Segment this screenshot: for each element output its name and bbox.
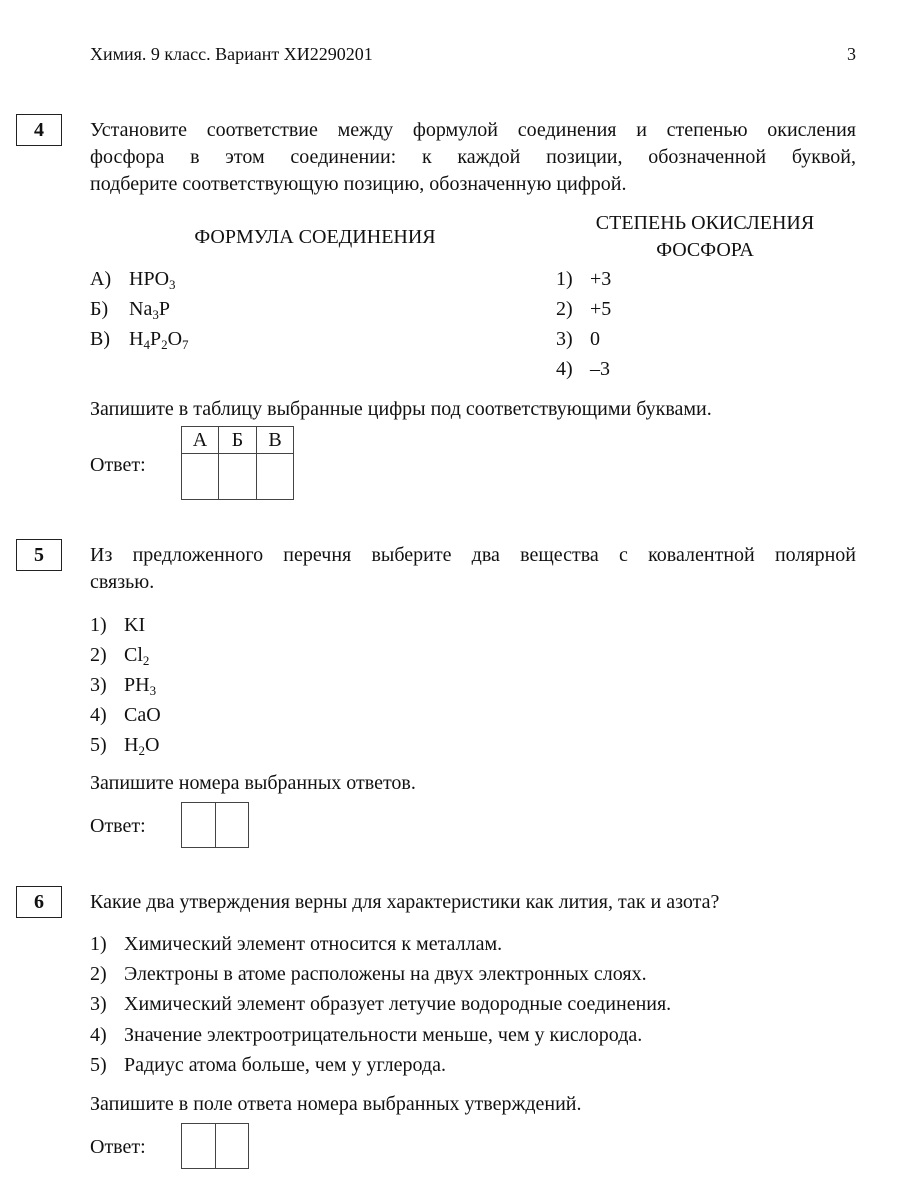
option-text: Радиус атома больше, чем у углерода. bbox=[124, 1054, 447, 1076]
formula-option-b bbox=[90, 297, 170, 321]
oxidation-option-value: +5 bbox=[590, 298, 612, 320]
question-5-option-2 bbox=[90, 643, 149, 667]
formula-option-letter: В) bbox=[90, 328, 110, 350]
question-6-option-3 bbox=[90, 992, 671, 1016]
question-6-answer-boxes bbox=[181, 1123, 249, 1169]
option-text: Электроны в атоме расположены на двух электронных слоях. bbox=[124, 963, 647, 985]
answer-cell-1[interactable] bbox=[182, 1124, 216, 1169]
question-6-number-box bbox=[16, 886, 62, 918]
answer-cell-v[interactable] bbox=[257, 454, 294, 500]
oxidation-option-number: 4) bbox=[556, 358, 573, 380]
option-formula: $PH_3$ bbox=[124, 674, 157, 698]
answer-column-header-b: Б bbox=[219, 427, 257, 454]
question-4-instruction: Запишите в таблицу выбранные цифры под соответствующими буквами. bbox=[90, 398, 712, 420]
option-number: 2) bbox=[90, 963, 107, 985]
question-6-number: 6 bbox=[34, 890, 44, 913]
formula-option-a bbox=[90, 267, 176, 291]
option-number: 2) bbox=[90, 644, 107, 666]
oxidation-option-number: 1) bbox=[556, 268, 573, 290]
question-6-option-1 bbox=[90, 932, 502, 956]
question-6-option-2 bbox=[90, 962, 647, 986]
oxidation-option-4 bbox=[556, 357, 610, 381]
oxidation-column-header-line-1: СТЕПЕНЬ ОКИСЛЕНИЯ bbox=[595, 212, 815, 234]
question-4-answer-label: Ответ: bbox=[90, 454, 146, 476]
oxidation-option-3 bbox=[556, 327, 600, 351]
question-6-instruction: Запишите в поле ответа номера выбранных утверждений. bbox=[90, 1093, 582, 1115]
option-number: 3) bbox=[90, 993, 107, 1015]
question-4-number-box bbox=[16, 114, 62, 146]
option-number: 5) bbox=[90, 734, 107, 756]
question-5-number: 5 bbox=[34, 543, 44, 566]
oxidation-column-header bbox=[560, 210, 850, 264]
question-4-text-line-2: фосфора в этом соединении: к каждой позиции, обозначенной буквой, bbox=[90, 146, 856, 168]
formula-option-v bbox=[90, 327, 189, 351]
answer-cell-a[interactable] bbox=[182, 454, 219, 500]
option-text: Химический элемент относится к металлам. bbox=[124, 933, 503, 955]
option-formula: CaO bbox=[124, 704, 161, 726]
formula-option-letter: Б) bbox=[90, 298, 109, 320]
option-formula: $Cl_2$ bbox=[124, 644, 150, 668]
question-5-answer-boxes bbox=[181, 802, 249, 848]
formula-value: $Na_3P$ bbox=[129, 298, 170, 322]
formula-value: $H_4P_2O_7$ bbox=[129, 328, 189, 352]
formula-column-header: ФОРМУЛА СОЕДИНЕНИЯ bbox=[194, 226, 436, 248]
answer-cell-2[interactable] bbox=[216, 803, 249, 848]
answer-cell-b[interactable] bbox=[219, 454, 257, 500]
page-header-title: Химия. 9 класс. Вариант ХИ2290201 bbox=[90, 44, 373, 64]
question-6-answer-label: Ответ: bbox=[90, 1136, 146, 1158]
oxidation-option-value: +3 bbox=[590, 268, 612, 290]
question-4-answer-table bbox=[181, 426, 294, 500]
oxidation-option-2 bbox=[556, 297, 611, 321]
question-5-option-5 bbox=[90, 733, 159, 757]
option-number: 1) bbox=[90, 614, 107, 636]
option-number: 3) bbox=[90, 674, 107, 696]
option-number: 1) bbox=[90, 933, 107, 955]
question-5-text-line-1: Из предложенного перечня выберите два вещества с ковалентной полярной bbox=[90, 544, 856, 566]
oxidation-column-header-line-2: ФОСФОРА bbox=[656, 239, 754, 261]
oxidation-option-value: 0 bbox=[590, 328, 600, 350]
question-5-number-box bbox=[16, 539, 62, 571]
option-formula: $H_2O$ bbox=[124, 734, 160, 758]
answer-cell-2[interactable] bbox=[216, 1124, 249, 1169]
question-6-text: Какие два утверждения верны для характеристики как лития, так и азота? bbox=[90, 891, 720, 913]
question-5-option-4 bbox=[90, 703, 161, 727]
question-6-option-4 bbox=[90, 1023, 642, 1047]
question-5-option-3 bbox=[90, 673, 156, 697]
option-number: 4) bbox=[90, 704, 107, 726]
question-4-text bbox=[90, 117, 856, 198]
answer-column-header-a: А bbox=[182, 427, 219, 454]
oxidation-option-value: –3 bbox=[590, 358, 610, 380]
option-formula: KI bbox=[124, 614, 146, 636]
question-5-text-line-2: связью. bbox=[90, 571, 155, 593]
option-number: 5) bbox=[90, 1054, 107, 1076]
answer-column-header-v: В bbox=[257, 427, 294, 454]
oxidation-option-number: 3) bbox=[556, 328, 573, 350]
option-number: 4) bbox=[90, 1024, 107, 1046]
question-5-option-1 bbox=[90, 613, 145, 637]
option-text: Значение электроотрицательности меньше, чем у кислорода. bbox=[124, 1024, 643, 1046]
formula-value: $HPO_3$ bbox=[129, 268, 176, 292]
question-6-option-5 bbox=[90, 1053, 446, 1077]
oxidation-option-1 bbox=[556, 267, 611, 291]
formula-option-letter: А) bbox=[90, 268, 112, 290]
question-4-text-line-1: Установите соответствие между формулой соединения и степенью окисления bbox=[90, 119, 856, 141]
question-5-text bbox=[90, 542, 856, 596]
page-number: 3 bbox=[847, 44, 856, 64]
question-5-answer-label: Ответ: bbox=[90, 815, 146, 837]
question-4-text-line-3: подберите соответствующую позицию, обозначенную цифрой. bbox=[90, 173, 627, 195]
oxidation-option-number: 2) bbox=[556, 298, 573, 320]
option-text: Химический элемент образует летучие водородные соединения. bbox=[124, 993, 672, 1015]
answer-cell-1[interactable] bbox=[182, 803, 216, 848]
question-4-number: 4 bbox=[34, 118, 44, 141]
question-5-instruction: Запишите номера выбранных ответов. bbox=[90, 772, 416, 794]
